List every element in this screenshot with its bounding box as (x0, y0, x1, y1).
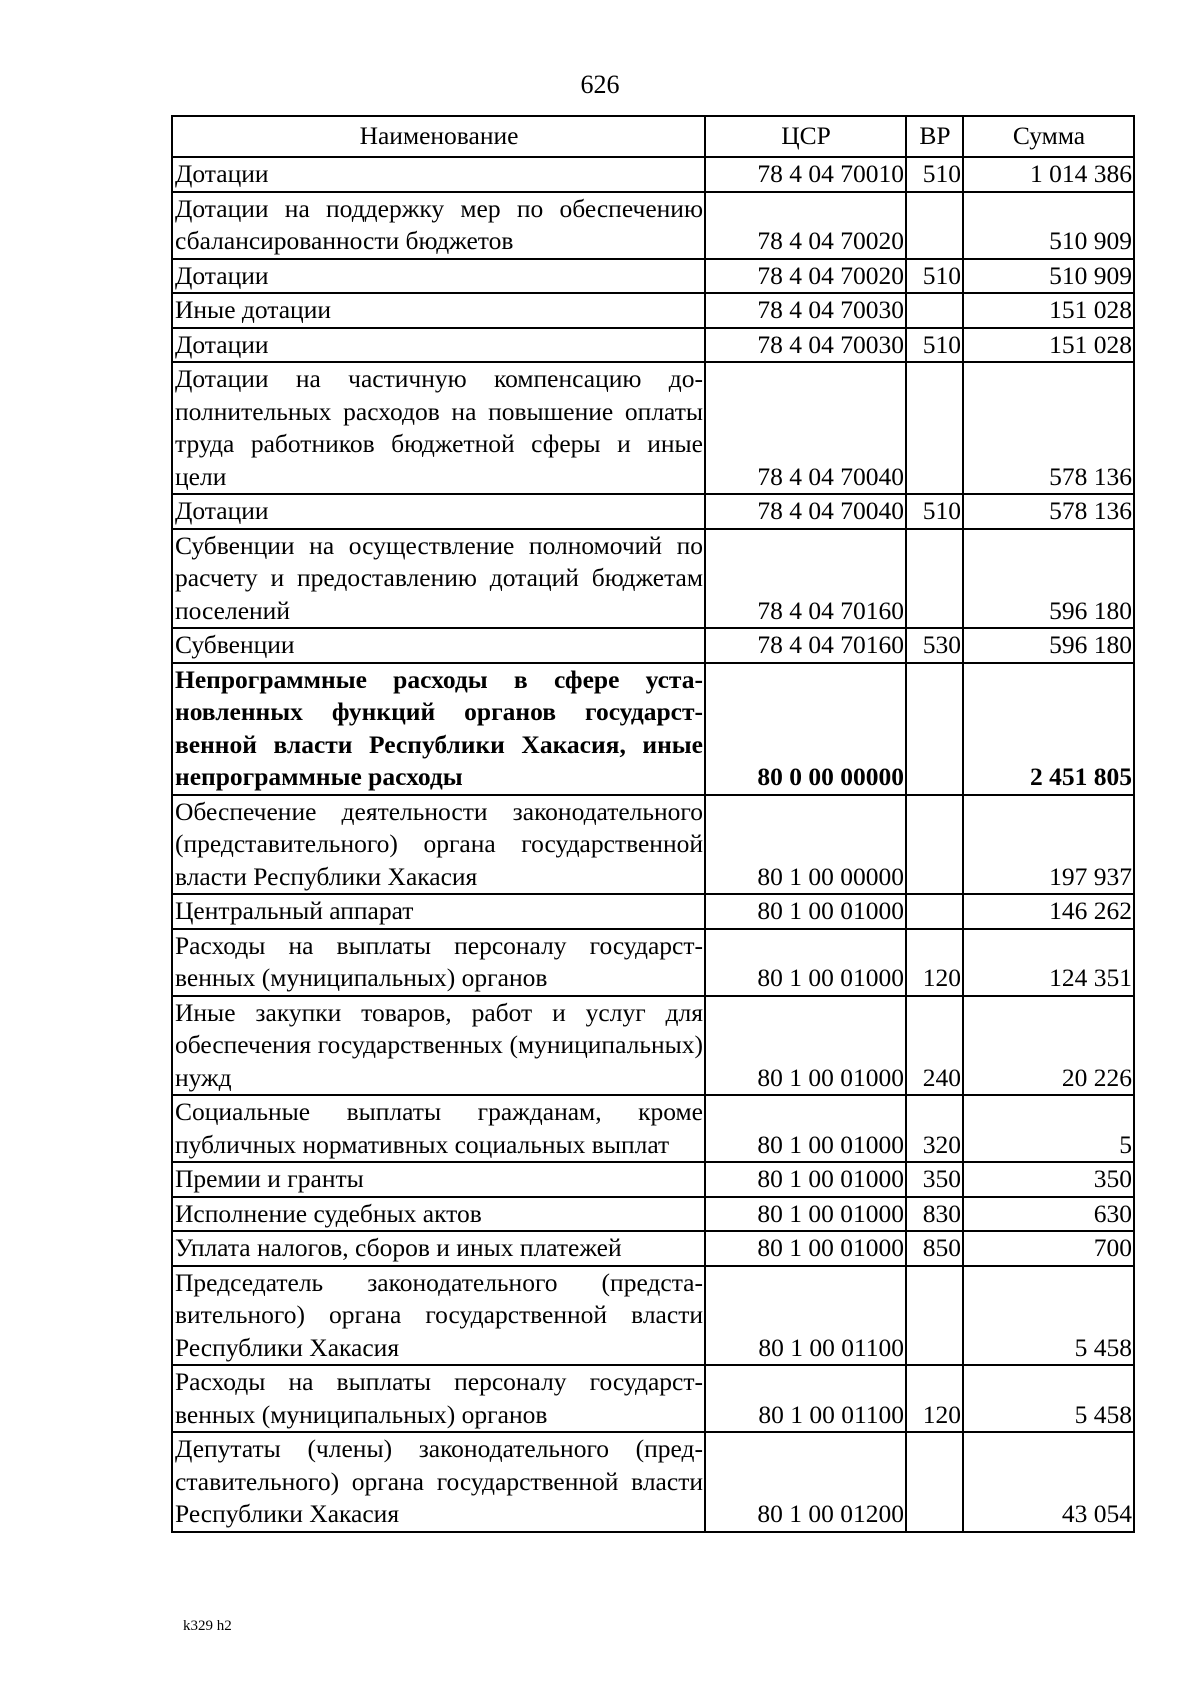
row-sum: 578 136 (963, 362, 1134, 494)
table-row (172, 1231, 1134, 1266)
header-sum: Сумма (963, 116, 1134, 157)
table-row (172, 929, 1134, 996)
row-csr: 80 0 00 00000 (705, 663, 906, 795)
row-sum: 20 226 (963, 996, 1134, 1096)
header-csr: ЦСР (705, 116, 906, 157)
row-name: Иные дотации (172, 293, 705, 328)
row-vr: 530 (906, 628, 963, 663)
table-row (172, 1266, 1134, 1366)
row-csr: 78 4 04 70030 (705, 293, 906, 328)
row-csr: 80 1 00 01000 (705, 894, 906, 929)
row-csr: 78 4 04 70160 (705, 529, 906, 629)
row-csr: 80 1 00 01000 (705, 1231, 906, 1266)
table-row (172, 362, 1134, 494)
row-vr: 120 (906, 929, 963, 996)
row-sum: 5 458 (963, 1365, 1134, 1432)
header-name: Наименование (172, 116, 705, 157)
footer-code: k329 h2 (183, 1618, 232, 1634)
table-row (172, 1432, 1134, 1532)
row-vr (906, 192, 963, 259)
table-header-row (172, 116, 1134, 157)
table-row (172, 1365, 1134, 1432)
row-vr: 830 (906, 1197, 963, 1232)
row-vr: 240 (906, 996, 963, 1096)
row-sum: 510 909 (963, 259, 1134, 294)
row-name: Дотации (172, 494, 705, 529)
row-name: Дотации на поддержку мер по обеспечению сбалансированности бюджетов (172, 192, 705, 259)
table-row (172, 293, 1134, 328)
table-row (172, 996, 1134, 1096)
row-sum: 5 (963, 1095, 1134, 1162)
row-name: Непрограммные расходы в сфере установленных функций органов государственной власти Республики Хакасия, иные непрограммные расходы (172, 663, 705, 795)
row-csr: 78 4 04 70020 (705, 259, 906, 294)
budget-table (171, 115, 1135, 1533)
row-csr: 78 4 04 70040 (705, 494, 906, 529)
table-row (172, 157, 1134, 192)
row-csr: 80 1 00 00000 (705, 795, 906, 895)
row-csr: 78 4 04 70010 (705, 157, 906, 192)
row-sum: 350 (963, 1162, 1134, 1197)
row-sum: 197 937 (963, 795, 1134, 895)
row-sum: 700 (963, 1231, 1134, 1266)
row-vr (906, 663, 963, 795)
table-row (172, 529, 1134, 629)
row-name: Премии и гранты (172, 1162, 705, 1197)
row-name: Иные закупки товаров, работ и услуг для обеспечения государственных (муниципальных) нужд (172, 996, 705, 1096)
row-sum: 596 180 (963, 529, 1134, 629)
table-row (172, 328, 1134, 363)
table-row (172, 795, 1134, 895)
header-vr: ВР (906, 116, 963, 157)
table-row (172, 1095, 1134, 1162)
row-vr: 510 (906, 259, 963, 294)
row-sum: 151 028 (963, 293, 1134, 328)
row-csr: 78 4 04 70160 (705, 628, 906, 663)
row-name: Дотации (172, 259, 705, 294)
row-name: Исполнение судебных актов (172, 1197, 705, 1232)
row-sum: 43 054 (963, 1432, 1134, 1532)
row-name: Расходы на выплаты персоналу государственных (муниципальных) органов (172, 929, 705, 996)
table-row (172, 1162, 1134, 1197)
table-row (172, 1197, 1134, 1232)
row-name: Депутаты (члены) законодательного (представительного) органа государственной власти Республики Хакасия (172, 1432, 705, 1532)
row-sum: 578 136 (963, 494, 1134, 529)
row-csr: 80 1 00 01100 (705, 1365, 906, 1432)
table-row-bold (172, 663, 1134, 795)
table-row (172, 259, 1134, 294)
row-sum: 510 909 (963, 192, 1134, 259)
table-row (172, 494, 1134, 529)
row-sum: 2 451 805 (963, 663, 1134, 795)
page-number: 626 (580, 70, 620, 99)
row-csr: 78 4 04 70030 (705, 328, 906, 363)
table-body (172, 157, 1134, 1532)
row-vr (906, 1266, 963, 1366)
row-sum: 1 014 386 (963, 157, 1134, 192)
row-vr (906, 894, 963, 929)
row-vr: 320 (906, 1095, 963, 1162)
row-sum: 151 028 (963, 328, 1134, 363)
row-vr: 350 (906, 1162, 963, 1197)
row-vr: 120 (906, 1365, 963, 1432)
row-csr: 80 1 00 01000 (705, 929, 906, 996)
row-name: Субвенции на осуществление полномочий по расчету и предоставлению дотаций бюджетам поселений (172, 529, 705, 629)
row-name: Дотации (172, 328, 705, 363)
row-name: Субвенции (172, 628, 705, 663)
row-name: Дотации (172, 157, 705, 192)
row-sum: 124 351 (963, 929, 1134, 996)
row-csr: 78 4 04 70020 (705, 192, 906, 259)
row-sum: 146 262 (963, 894, 1134, 929)
row-vr (906, 529, 963, 629)
row-vr: 850 (906, 1231, 963, 1266)
row-csr: 80 1 00 01000 (705, 1197, 906, 1232)
row-name: Председатель законодательного (представительного) органа государственной власти Республики Хакасия (172, 1266, 705, 1366)
row-sum: 630 (963, 1197, 1134, 1232)
row-csr: 78 4 04 70040 (705, 362, 906, 494)
row-vr (906, 1432, 963, 1532)
row-vr: 510 (906, 157, 963, 192)
row-name: Обеспечение деятельности законодательного (представительного) органа государственной власти Республики Хакасия (172, 795, 705, 895)
row-csr: 80 1 00 01000 (705, 996, 906, 1096)
row-csr: 80 1 00 01000 (705, 1095, 906, 1162)
row-vr: 510 (906, 328, 963, 363)
row-name: Расходы на выплаты персоналу государственных (муниципальных) органов (172, 1365, 705, 1432)
row-name: Социальные выплаты гражданам, кроме публичных нормативных социальных выплат (172, 1095, 705, 1162)
row-vr: 510 (906, 494, 963, 529)
row-name: Уплата налогов, сборов и иных платежей (172, 1231, 705, 1266)
row-vr (906, 362, 963, 494)
row-vr (906, 795, 963, 895)
row-sum: 5 458 (963, 1266, 1134, 1366)
table-row (172, 894, 1134, 929)
row-csr: 80 1 00 01100 (705, 1266, 906, 1366)
table-row (172, 628, 1134, 663)
row-csr: 80 1 00 01000 (705, 1162, 906, 1197)
table-row (172, 192, 1134, 259)
row-vr (906, 293, 963, 328)
row-name: Дотации на частичную компенсацию дополнительных расходов на повышение оплаты труда работников бюджетной сферы и иные цели (172, 362, 705, 494)
row-name: Центральный аппарат (172, 894, 705, 929)
row-csr: 80 1 00 01200 (705, 1432, 906, 1532)
row-sum: 596 180 (963, 628, 1134, 663)
